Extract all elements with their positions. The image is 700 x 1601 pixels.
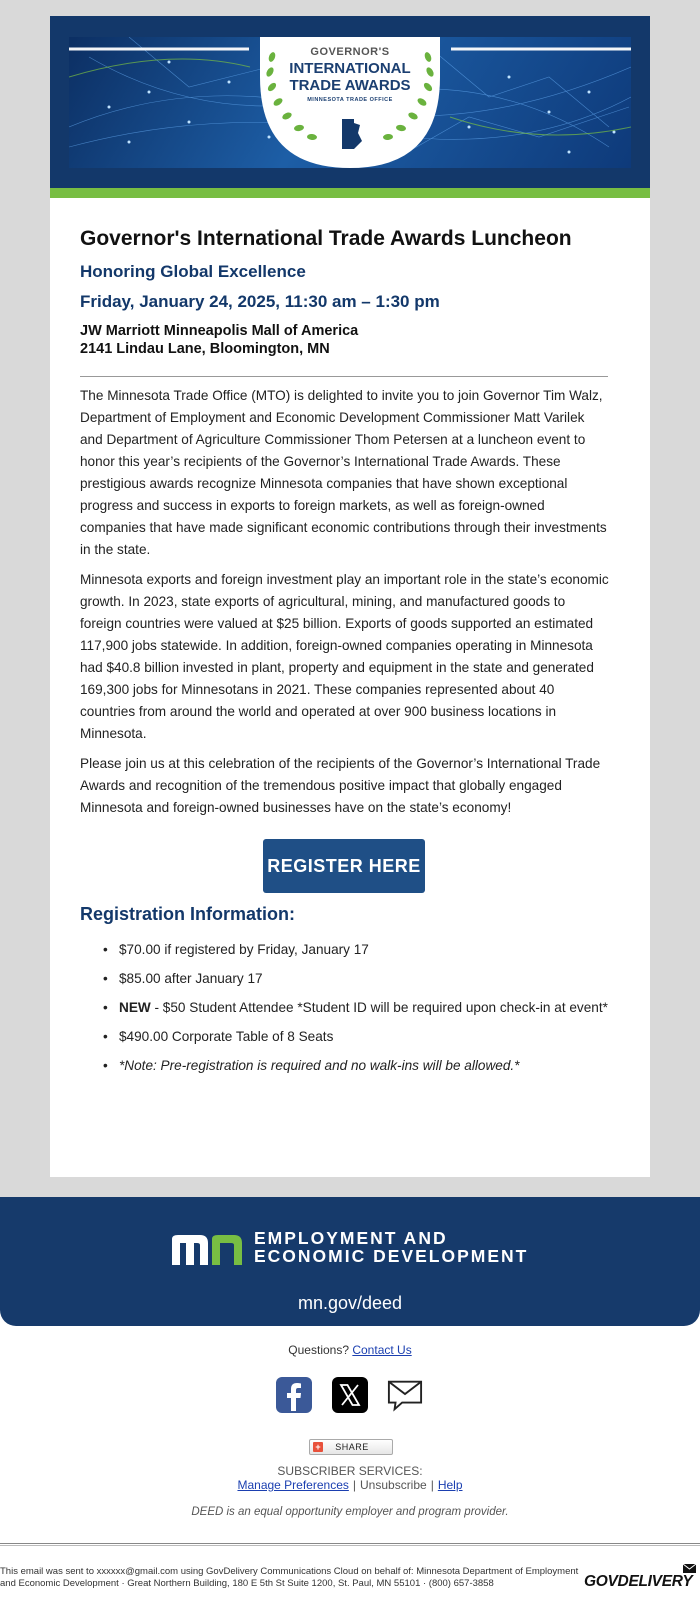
bottom-divider [0,1543,700,1544]
mn-logo-icon [170,1233,244,1267]
register-wrap [80,839,608,893]
list-item: • $490.00 Corporate Table of 8 Seats [103,1029,334,1044]
registration-list [80,939,620,1077]
event-datetime: Friday, January 24, 2025, 11:30 am – 1:30 pm [80,292,440,311]
seal-governors: GOVERNOR'S [310,46,390,58]
seal-mto: MINNESOTA TRADE OFFICE [307,97,393,103]
list-item: • *Note: Pre-registration is required and no walk-ins will be allowed.* [103,1058,520,1073]
banner-image [69,37,631,168]
deed-logo [170,1229,530,1269]
list-item: • $85.00 after January 17 [103,971,263,986]
intro-paragraph: The Minnesota Trade Office (MTO) is delighted to invite you to join Governor Tim Walz, Department of Employment and Economic Development Commissioner Matt Varilek and Department of Agriculture Commissioner Thom Petersen at a luncheon event to honor this year’s recipients of the Governor’s International Trade Awards. These prestigious awards recognize Minnesota companies that have shown exceptional progress and success in exports to foreign markets, as well as foreign-owned companies that have made significant economic contributions through their investments in the state. [80,388,607,557]
seal-title: INTERNATIONAL TRADE AWARDS [289,60,411,94]
x-twitter-icon[interactable] [332,1377,368,1413]
event-tagline: Honoring Global Excellence [80,262,306,281]
bottom-divider-2 [0,1545,700,1546]
subscriber-services: SUBSCRIBER SERVICES: Manage Preferences | Unsubscribe | Help [0,1464,700,1492]
deed-footer [0,1197,700,1326]
event-title: Governor's International Trade Awards Luncheon [80,227,572,250]
subscriber-services-heading: SUBSCRIBER SERVICES: [277,1464,423,1478]
social-icons [0,1377,700,1417]
plus-icon: + [313,1442,323,1452]
share-label: SHARE [335,1442,369,1452]
green-stripe [50,188,650,198]
contact-us-link[interactable]: Contact Us [352,1343,412,1357]
email-content [80,226,620,1077]
event-banner [50,16,650,188]
help-link[interactable]: Help [437,1478,463,1492]
legal-footer: This email was sent to xxxxxx@gmail.com using GovDelivery Communications Cloud on behalf of: Minnesota Department of Employment and Economic Development · Great Northern Building, 180 E 5th St Suite 1200, St. Paul, MN 55101 · (800) 657-3858 [0,1566,579,1589]
email-share-icon[interactable] [387,1377,423,1413]
economy-paragraph: Minnesota exports and foreign investment play an important role in the state’s economic growth. In 2023, state exports of agricultural, mining, and manufactured goods to foreign countries were valued at $25 billion. Exports of goods supported an estimated 117,900 jobs statewide. In addition, foreign-owned companies operating in Minnesota had $40.8 billion invested in plant, property and equipment in the state and generated 169,300 jobs for Minnesotans in 2021. These companies represented about 40 countries from around the world and operated at over 900 business locations in Minnesota. [80,572,609,741]
list-item: • $70.00 if registered by Friday, January 17 [103,942,369,957]
venue-address: 2141 Lindau Lane, Bloomington, MN [80,341,330,357]
manage-preferences-link[interactable]: Manage Preferences [237,1478,349,1492]
deed-url[interactable]: mn.gov/deed [297,1293,403,1313]
eeo-statement: DEED is an equal opportunity employer and program provider. [191,1506,509,1518]
questions-line: Questions? Contact Us [288,1343,412,1357]
trade-awards-seal [250,37,450,168]
share-button[interactable] [309,1439,393,1455]
venue-name: JW Marriott Minneapolis Mall of America [80,323,359,339]
facebook-icon[interactable] [276,1377,312,1413]
unsubscribe-link[interactable]: Unsubscribe [360,1478,427,1492]
invite-paragraph: Please join us at this celebration of the recipients of the Governor’s International Trade Awards and recognition of the tremendous positive impact that globally engaged Minnesota and foreign-owned businesses have on the state’s economy! [80,756,601,815]
divider [80,376,608,377]
deed-name: EMPLOYMENT AND ECONOMIC DEVELOPMENT [254,1228,529,1266]
govdelivery-logo[interactable]: GOVDELIVERY [584,1573,693,1590]
registration-heading: Registration Information: [80,904,295,924]
govdelivery-envelope-icon [682,1563,698,1575]
list-item: • NEW - $50 Student Attendee *Student ID will be required upon check-in at event* [103,1000,608,1015]
register-button[interactable]: REGISTER HERE [263,839,425,893]
